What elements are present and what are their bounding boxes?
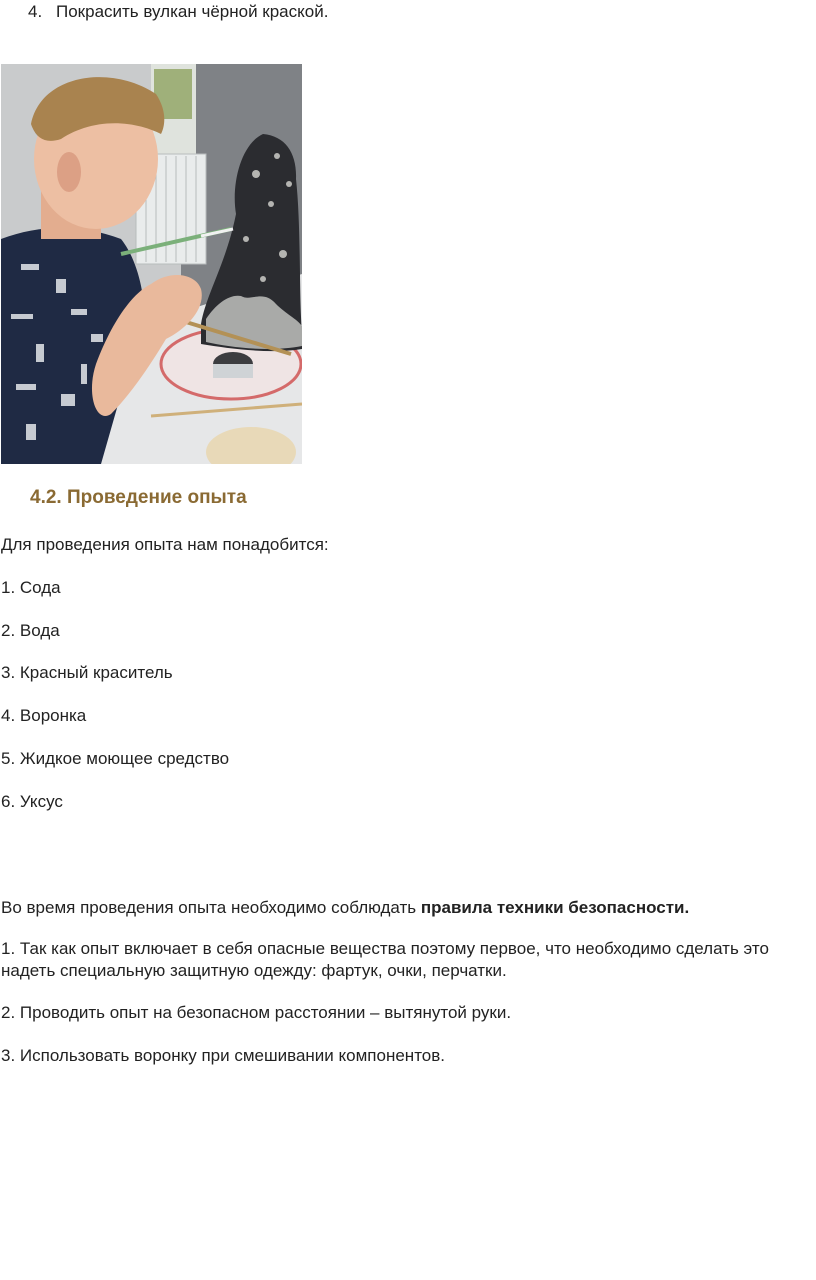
materials-item: 4. Воронка [1, 706, 87, 725]
safety-rule: 2. Проводить опыт на безопасном расстоянии – вытянутой руки. [1, 1003, 512, 1022]
safety-rule: 1. Так как опыт включает в себя опасные вещества поэтому первое, что необходимо сделать это надеть специальную защитную одежду: фартук, очки, перчатки. [1, 939, 769, 980]
section-heading: 4.2. Проведение опыта [30, 487, 247, 508]
volcano-painting-photo [1, 64, 302, 464]
materials-item: 5. Жидкое моющее средство [1, 749, 230, 768]
materials-item: 1. Сода [1, 578, 61, 597]
safety-intro [1, 898, 689, 918]
materials-intro: Для проведения опыта нам понадобится: [1, 535, 329, 554]
intro-list-text: Покрасить вулкан чёрной краской. [56, 2, 329, 21]
materials-item: 2. Вода [1, 621, 60, 640]
photo-illustration [1, 64, 302, 464]
intro-list-number: 4. [28, 2, 43, 21]
materials-item: 3. Красный краситель [1, 663, 173, 682]
safety-rule: 3. Использовать воронку при смешивании компонентов. [1, 1046, 445, 1065]
intro-list-item [28, 2, 328, 22]
safety-intro-text: Во время проведения опыта необходимо соблюдать [1, 898, 421, 917]
safety-intro-bold: правила техники безопасности. [420, 898, 690, 917]
materials-item: 6. Уксус [1, 792, 63, 811]
